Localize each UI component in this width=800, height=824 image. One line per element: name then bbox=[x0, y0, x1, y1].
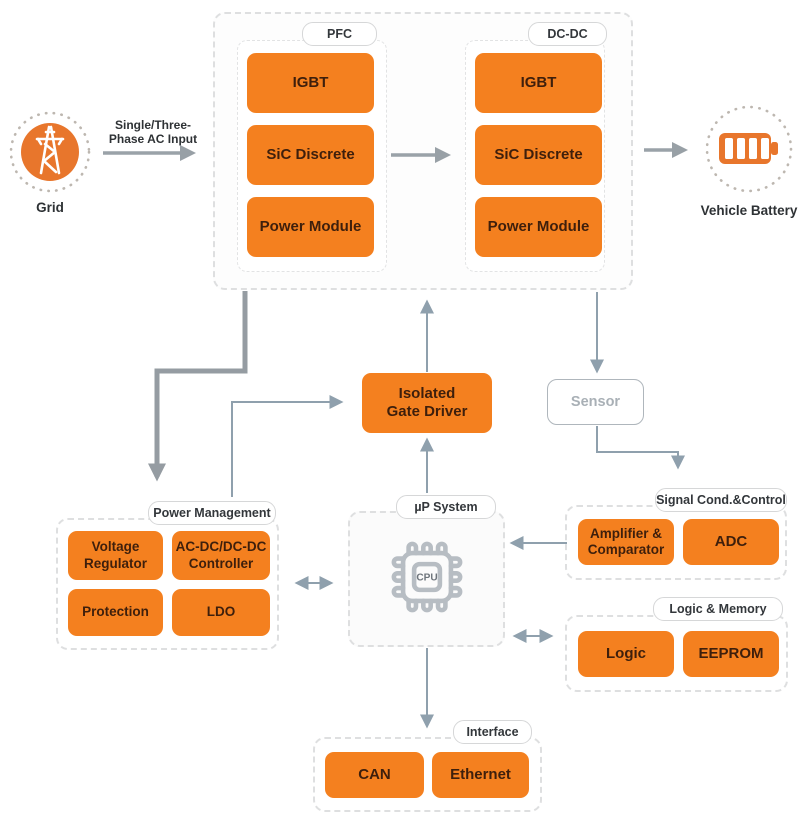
power-management-label bbox=[148, 501, 276, 525]
logic-memory-label-text: Logic & Memory bbox=[669, 602, 767, 616]
adc-box bbox=[683, 519, 779, 565]
dcdc-sic-discrete-box bbox=[475, 125, 602, 185]
protection-box bbox=[68, 589, 163, 636]
ac-input-label bbox=[98, 118, 208, 147]
can-text: CAN bbox=[358, 765, 391, 783]
gate-driver-line2: Gate Driver bbox=[386, 403, 468, 420]
vehicle-battery-caption bbox=[693, 203, 800, 218]
logic-box bbox=[578, 631, 674, 677]
ethernet-text: Ethernet bbox=[450, 765, 511, 783]
ac-input-line2: Phase AC Input bbox=[108, 132, 198, 147]
gate-driver-line1: Isolated bbox=[398, 384, 456, 402]
pfc-pm-text: Power Module bbox=[259, 217, 362, 235]
grid-caption-text: Grid bbox=[36, 200, 64, 215]
dcdc-power-module-box bbox=[475, 197, 602, 257]
pfc-igbt-text: IGBT bbox=[292, 73, 329, 91]
up-system-label-text: µP System bbox=[414, 500, 478, 514]
cpu-text: CPU bbox=[416, 572, 438, 584]
amplifier-comparator-box bbox=[578, 519, 674, 565]
signal-cond-label-text: Signal Cond.&Control bbox=[656, 493, 786, 507]
dcdc-pm-text: Power Module bbox=[487, 217, 590, 235]
grid-icon bbox=[8, 110, 92, 194]
power-management-label-text: Power Management bbox=[153, 506, 271, 520]
acdc-dcdc-controller-text: AC-DC/DC-DC Controller bbox=[175, 539, 267, 571]
sensor-box bbox=[547, 379, 644, 425]
cpu-chip-icon bbox=[381, 531, 473, 623]
battery-icon bbox=[703, 103, 795, 195]
voltage-regulator-box bbox=[68, 531, 163, 580]
protection-text: Protection bbox=[82, 604, 149, 620]
amplifier-comparator-text: Amplifier & Comparator bbox=[587, 525, 665, 557]
interface-label bbox=[453, 720, 532, 744]
arrow-powerstage-to-power-management bbox=[157, 291, 245, 477]
grid-caption bbox=[18, 200, 82, 215]
ldo-text: LDO bbox=[206, 604, 236, 620]
dcdc-label-text: DC-DC bbox=[547, 27, 588, 41]
battery-glyph bbox=[719, 133, 778, 164]
ethernet-box bbox=[432, 752, 529, 798]
isolated-gate-driver-box bbox=[362, 373, 492, 433]
pfc-sic-text: SiC Discrete bbox=[266, 145, 355, 163]
signal-cond-label bbox=[655, 488, 787, 512]
dcdc-sic-text: SiC Discrete bbox=[494, 145, 583, 163]
interface-label-text: Interface bbox=[466, 725, 519, 739]
dcdc-label bbox=[528, 22, 607, 46]
dcdc-igbt-box bbox=[475, 53, 602, 113]
pfc-label bbox=[302, 22, 377, 46]
ac-input-line1: Single/Three- bbox=[114, 118, 191, 132]
voltage-regulator-text: Voltage Regulator bbox=[83, 539, 147, 571]
pfc-igbt-box bbox=[247, 53, 374, 113]
up-system-label bbox=[396, 495, 496, 519]
eeprom-text: EEPROM bbox=[698, 644, 764, 662]
vehicle-battery-caption-text: Vehicle Battery bbox=[700, 203, 798, 218]
adc-text: ADC bbox=[714, 532, 748, 550]
can-box bbox=[325, 752, 424, 798]
pfc-label-text: PFC bbox=[327, 27, 352, 41]
dcdc-igbt-text: IGBT bbox=[520, 73, 557, 91]
logic-memory-label bbox=[653, 597, 783, 621]
pfc-sic-discrete-box bbox=[247, 125, 374, 185]
sensor-text: Sensor bbox=[570, 394, 621, 410]
eeprom-box bbox=[683, 631, 779, 677]
ldo-box bbox=[172, 589, 270, 636]
arrow-sensor-to-signal-cond bbox=[597, 426, 678, 466]
acdc-dcdc-controller-box bbox=[172, 531, 270, 580]
arrow-power-management-to-gate-driver bbox=[232, 402, 340, 497]
logic-text: Logic bbox=[606, 644, 646, 662]
pfc-power-module-box bbox=[247, 197, 374, 257]
